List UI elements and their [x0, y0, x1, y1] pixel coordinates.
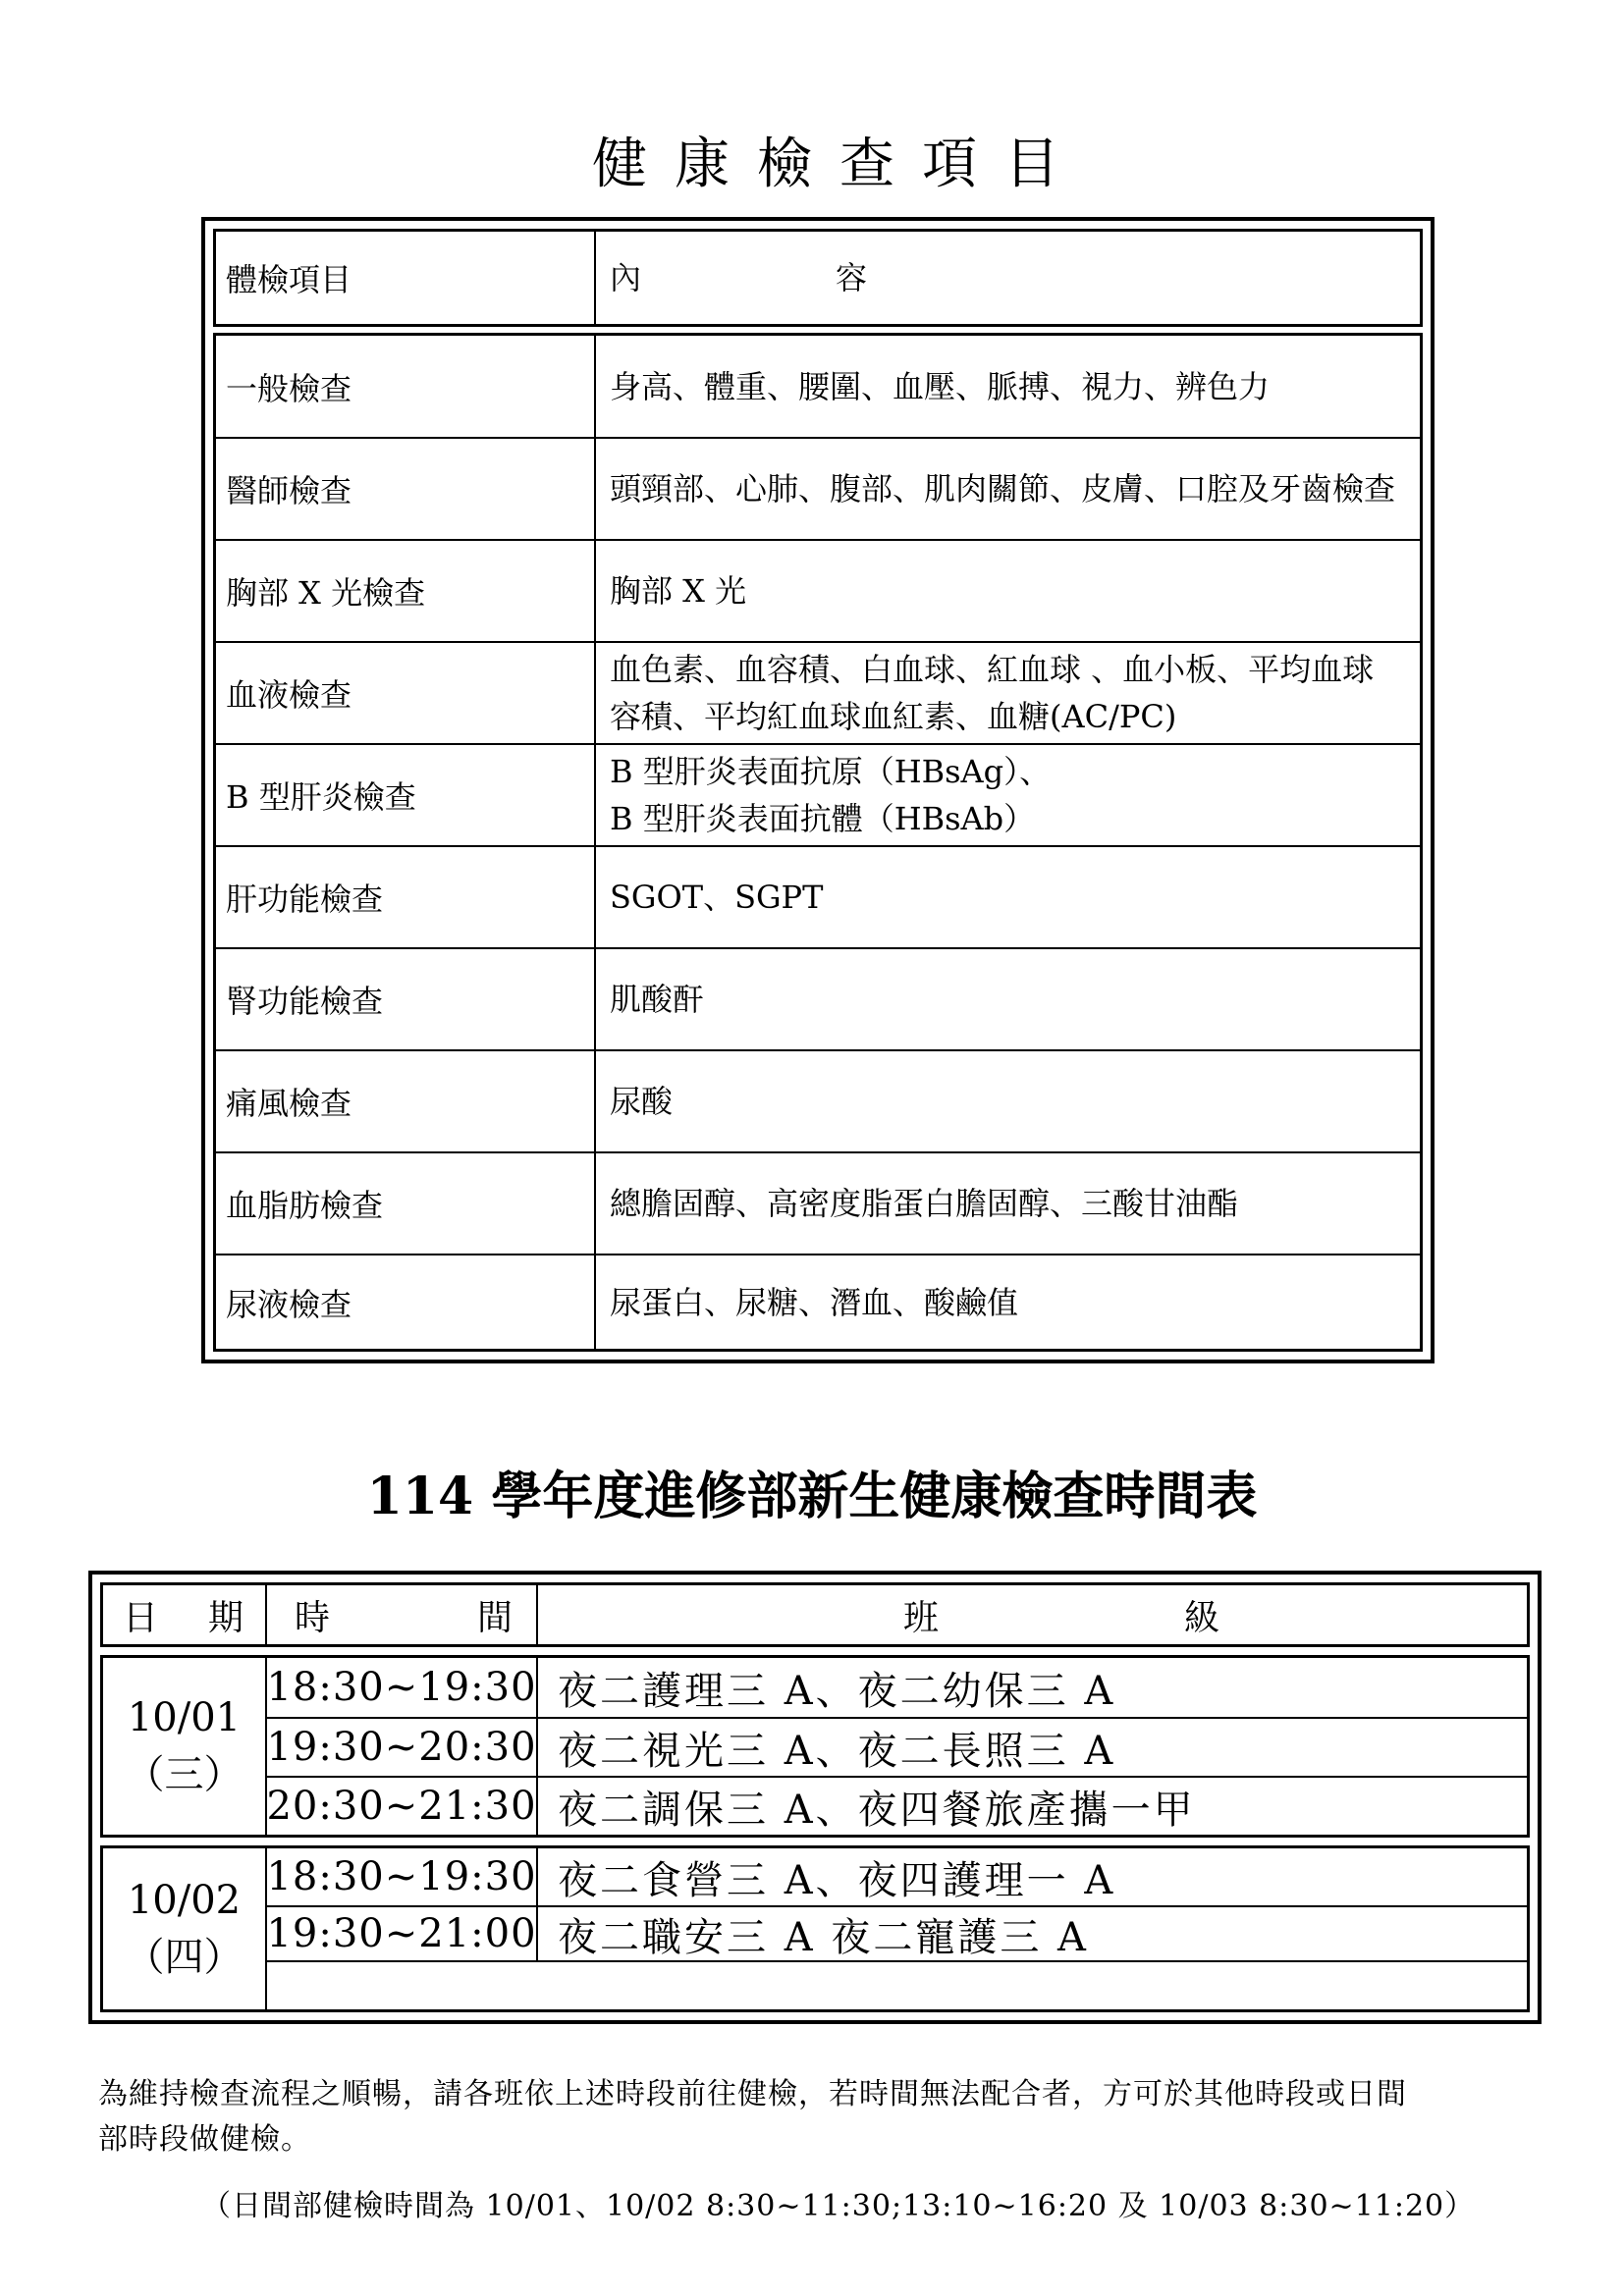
table-row [216, 1049, 1420, 1151]
group-date: 10/02 （四） [103, 1848, 267, 2009]
table-row [216, 336, 1420, 437]
row-content-line1: B 型肝炎表面抗原（HBsAg）、 [610, 753, 1052, 790]
row-content: 尿酸 [610, 1083, 674, 1120]
header-date: 日 期 [103, 1585, 267, 1644]
table-row [267, 1905, 1527, 1960]
row-classes: 夜二食營三 A、夜四護理一 A [558, 1857, 1116, 1903]
page-title-schedule: 114 學年度進修部新生健康檢查時間表 [366, 1467, 1258, 1526]
note-line-3: （日間部健檢時間為 10/01、10/02 8:30~11:30;13:10~16:20 及 10/03 8:30~11:20） [201, 2189, 1476, 2223]
row-item: 血脂肪檢查 [216, 1153, 596, 1254]
table-row [216, 437, 1420, 539]
row-item: B 型肝炎檢查 [216, 745, 596, 845]
note-line-2: 部時段做健檢。 [98, 2122, 311, 2157]
row-item: 血液檢查 [216, 643, 596, 743]
row-item: 尿液檢查 [216, 1255, 596, 1349]
note-line-1: 為維持檢查流程之順暢，請各班依上述時段前往健檢，若時間無法配合者，方可於其他時段或日間 [98, 2077, 1407, 2111]
table-row-empty [267, 1960, 1527, 2009]
exam-table-body [213, 333, 1423, 1352]
row-time: 19:30~20:30 [267, 1719, 538, 1776]
row-item: 腎功能檢查 [216, 949, 596, 1049]
header-content: 內 容 [610, 259, 868, 296]
table-row [267, 1848, 1527, 1905]
table-row [267, 1658, 1527, 1717]
row-content-line2: B 型肝炎表面抗體（HBsAb） [610, 800, 1036, 837]
row-content: SGOT、SGPT [610, 879, 824, 916]
header-item: 體檢項目 [216, 232, 596, 324]
row-empty [267, 1962, 1527, 2009]
row-item: 一般檢查 [216, 336, 596, 437]
table-row [216, 641, 1420, 743]
table-row [216, 1151, 1420, 1254]
schedule-group-1002 [100, 1845, 1530, 2012]
schedule-table [88, 1571, 1542, 2024]
row-content: 總膽固醇、高密度脂蛋白膽固醇、三酸甘油酯 [610, 1185, 1239, 1222]
row-classes: 夜二視光三 A、夜二長照三 A [558, 1728, 1116, 1774]
schedule-group-1001 [100, 1655, 1530, 1838]
table-row [216, 743, 1420, 845]
row-content: 尿蛋白、尿糖、潛血、酸鹼值 [610, 1283, 1019, 1321]
exam-table-header [213, 229, 1423, 327]
table-row [216, 1254, 1420, 1349]
table-row [216, 947, 1420, 1049]
table-row [216, 845, 1420, 947]
row-time: 19:30~21:00 [267, 1907, 538, 1960]
row-content-line2: 容積、平均紅血球血紅素、血糖(AC/PC) [610, 698, 1177, 735]
row-content-line1: 血色素、血容積、白血球、紅血球 、血小板、平均血球 [610, 651, 1375, 688]
group-date: 10/01 （三） [103, 1658, 267, 1835]
schedule-table-header [100, 1582, 1530, 1647]
row-item: 胸部 X 光檢查 [216, 541, 596, 641]
row-content: 身高、體重、腰圍、血壓、脈搏、視力、辨色力 [610, 367, 1271, 405]
row-time: 18:30~19:30 [267, 1848, 538, 1905]
row-classes: 夜二職安三 A 夜二寵護三 A [558, 1914, 1089, 1960]
row-content: 肌酸酐 [610, 981, 705, 1018]
table-row [267, 1717, 1527, 1776]
row-classes: 夜二護理三 A、夜二幼保三 A [558, 1668, 1116, 1714]
row-content: 胸部 X 光 [610, 572, 747, 610]
row-content: 頭頸部、心肺、腹部、肌肉關節、皮膚、口腔及牙齒檢查 [610, 470, 1396, 507]
row-item: 醫師檢查 [216, 439, 596, 539]
row-item: 痛風檢查 [216, 1051, 596, 1151]
header-class: 班 級 [903, 1597, 1220, 1638]
table-row [267, 1776, 1527, 1835]
header-time: 時 間 [267, 1585, 538, 1644]
exam-items-table [201, 217, 1435, 1363]
row-time: 20:30~21:30 [267, 1778, 538, 1835]
row-time: 18:30~19:30 [267, 1658, 538, 1717]
page-title-exam-items: 健康檢查項目 [592, 133, 1087, 196]
table-row [216, 539, 1420, 641]
row-item: 肝功能檢查 [216, 847, 596, 947]
row-classes: 夜二調保三 A、夜四餐旅產攜一甲 [558, 1787, 1196, 1833]
